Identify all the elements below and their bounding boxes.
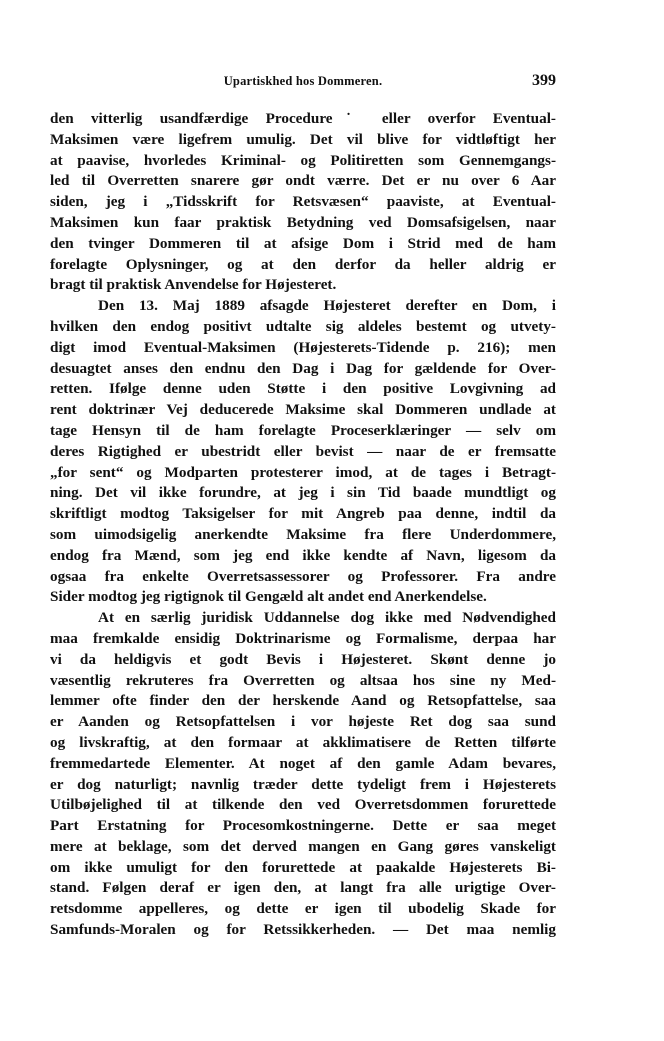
text-line: at paavise, hvorledes Kriminal- og Politiretten som Gennemgangs- (50, 151, 556, 169)
text-line: vi da heldigvis et godt Bevis i Højesteret. Skønt denne jo (50, 650, 556, 668)
text-line: ogsaa fra enkelte Overretsassessorer og Professorer. Fra andre (50, 567, 556, 585)
text-line: led til Overretten snarere gør ondt værre. Det er nu over 6 Aar (50, 172, 556, 190)
text-line: Sider modtog jeg rigtignok til Gengæld alt andet end Anerkendelse. (50, 588, 487, 606)
text-line: væsentlig rekruteres fra Overretten og altsaa hos sine ny Med- (50, 671, 556, 689)
text-line: stand. Følgen deraf er igen den, at langt fra alle urigtige Over- (50, 879, 556, 897)
text-line: fremmedartede Elementer. At noget af den gamle Adam bevares, (50, 754, 556, 772)
page-header (50, 74, 556, 94)
text-line: Maksimen være ligefrem umulig. Det vil blive for vidtløftigt her (50, 130, 556, 148)
text-line: er Aanden og Retsopfattelsen i vor højeste Ret dog saa sund (50, 713, 556, 731)
paragraph-start-line: At en særlig juridisk Uddannelse dog ikke med Nødvendighed (98, 609, 556, 627)
running-title: Upartiskhed hos Dommeren. (223, 74, 383, 88)
text-line: deres Rigtighed er ubestridt eller bevist — naar de er fremsatte (50, 442, 556, 460)
text-line: hvilken den endog positivt udtalte sig aldeles bestemt og utvety- (50, 317, 556, 335)
text-line: siden, jeg i „Tidsskrift for Retsvæsen“ paaviste, at Eventual- (50, 193, 556, 211)
text-line: ning. Det vil ikke forundre, at jeg i sin Tid baade mundtligt og (50, 484, 556, 502)
text-line: Part Erstatning for Procesomkostningerne. Dette er saa meget (50, 817, 556, 835)
text-line: om ikke umuligt for den forurettede at paakalde Højesterets Bi- (50, 858, 556, 876)
text-line: digt imod Eventual-Maksimen (Højesterets-Tidende p. 216); men (50, 338, 556, 356)
text-line: retsdomme appelleres, og dette er igen til ubodelig Skade for (50, 900, 556, 918)
text-line: den tvinger Dommeren til at afsige Dom i Strid med de ham (50, 234, 556, 252)
page-number: 399 (532, 72, 556, 89)
text-line: lemmer ofte finder den der herskende Aand og Retsopfattelse, saa (50, 692, 556, 710)
text-line: mere at beklage, som det derved mangen en Gang gøres vanskeligt (50, 837, 556, 855)
text-line: tage Hensyn til de ham forelagte Proceserklæringer — selv om (50, 421, 556, 439)
text-line: som uimodsigelig anerkendte Maksime fra flere Underdommere, (50, 525, 556, 543)
text-line: Maksimen kun faar praktisk Betydning ved Domsafsigelsen, naar (50, 213, 556, 231)
text-line: endog fra Mænd, som jeg end ikke kendte af Navn, ligesom da (50, 546, 556, 564)
paragraph-start-line: Den 13. Maj 1889 afsagde Højesteret derefter en Dom, i (98, 297, 556, 315)
text-line: Samfunds-Moralen og for Retssikkerheden. — Det maa nemlig (50, 921, 556, 939)
body-text (50, 109, 556, 941)
text-line: bragt til praktisk Anvendelse for Højesteret. (50, 276, 337, 294)
text-line: maa fremkalde ensidig Doktrinarisme og Formalisme, derpaa har (50, 629, 556, 647)
text-line: retten. Ifølge denne uden Støtte i den positive Lovgivning ad (50, 380, 556, 398)
text-line: og livskraftig, at den formaar at akklimatisere de Retten tilførte (50, 733, 556, 751)
text-line: den vitterlig usandfærdige Procedure˙ eller overfor Eventual- (50, 110, 556, 127)
text-line: Utilbøjelighed til at tilkende den ved Overretsdommen forurettede (50, 796, 556, 814)
text-line: „for sent“ og Modparten protesterer imod, at de tages i Betragt- (50, 463, 556, 481)
text-line: skriftligt modtog Taksigelser for mit Angreb paa denne, indtil da (50, 505, 556, 523)
text-line: rent doktrinær Vej deducerede Maksime skal Dommeren undlade at (50, 401, 556, 419)
text-line: desuagtet anses den endnu den Dag i Dag for gældende for Over- (50, 359, 556, 377)
text-line: forelagte Oplysninger, og at den derfor da heller aldrig er (50, 255, 556, 273)
text-line: er dog naturligt; navnlig træder dette tydeligt frem i Højesterets (50, 775, 556, 793)
